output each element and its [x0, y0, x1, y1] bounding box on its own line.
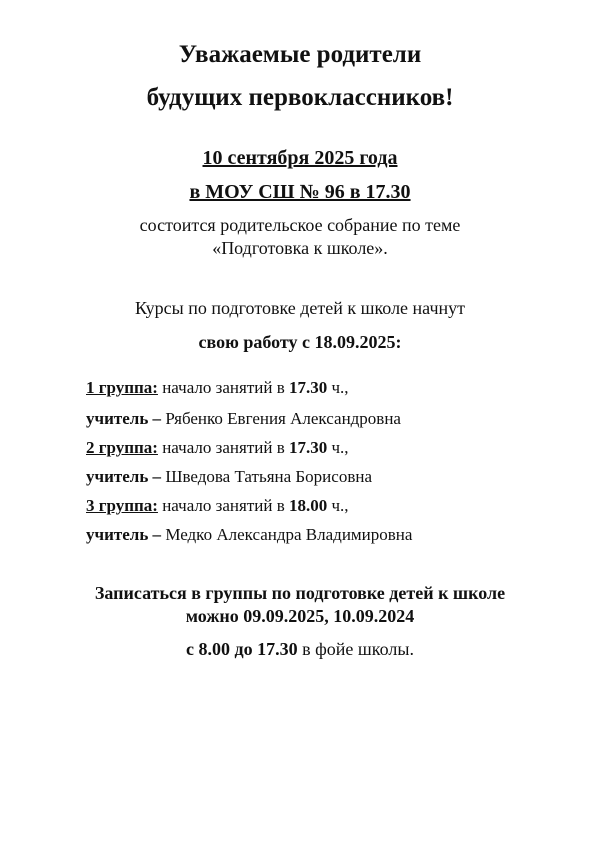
meeting-topic: «Подготовка к школе». — [212, 238, 388, 258]
meeting-date: 10 сентября 2025 года — [202, 147, 398, 169]
group-1-time: 17.30 — [288, 378, 328, 397]
group-3-time: 18.00 — [288, 496, 328, 515]
group-2-time: 17.30 — [288, 438, 328, 457]
group-3-teacher — [86, 524, 412, 545]
group-2-schedule — [86, 437, 349, 458]
group-3-start-text: начало занятий в — [157, 496, 289, 515]
group-1-teacher-label: учитель – — [86, 409, 162, 428]
group-1-teacher — [86, 408, 401, 429]
courses-start-date: свою работу с 18.09.2025: — [198, 332, 402, 352]
page-title-line1: Уважаемые родители — [178, 41, 422, 68]
group-1-start-text: начало занятий в — [157, 378, 289, 397]
group-2-start-text: начало занятий в — [157, 438, 289, 457]
group-2-teacher-name: Шведова Татьяна Борисовна — [161, 467, 372, 486]
group-3-teacher-name: Медко Александра Владимировна — [161, 525, 413, 544]
group-3-schedule — [86, 495, 349, 516]
page-title-line2: будущих первоклассников! — [146, 84, 454, 111]
meeting-text-line1: состоится родительское собрание по теме — [139, 215, 461, 235]
group-1-suffix: ч., — [327, 378, 349, 397]
group-2-label: 2 группа: — [86, 438, 158, 457]
group-2-teacher-label: учитель – — [86, 467, 162, 486]
group-1-label: 1 группа: — [86, 378, 158, 397]
group-1-schedule — [86, 377, 349, 398]
group-3-teacher-label: учитель – — [86, 525, 162, 544]
enrollment-location: в фойе школы. — [297, 639, 414, 659]
group-3-suffix: ч., — [327, 496, 349, 515]
enrollment-hours: с 8.00 до 17.30 — [186, 639, 298, 659]
enrollment-dates: можно 09.09.2025, 10.09.2024 — [185, 606, 415, 626]
courses-intro: Курсы по подготовке детей к школе начнут — [134, 298, 465, 318]
enrollment-time — [0, 638, 600, 660]
group-2-teacher — [86, 466, 372, 487]
group-2-suffix: ч., — [327, 438, 349, 457]
enrollment-line1: Записаться в группы по подготовке детей к школе — [94, 583, 506, 603]
meeting-place: в МОУ СШ № 96 в 17.30 — [189, 181, 411, 203]
group-3-label: 3 группа: — [86, 496, 158, 515]
group-1-teacher-name: Рябенко Евгения Александровна — [161, 409, 401, 428]
